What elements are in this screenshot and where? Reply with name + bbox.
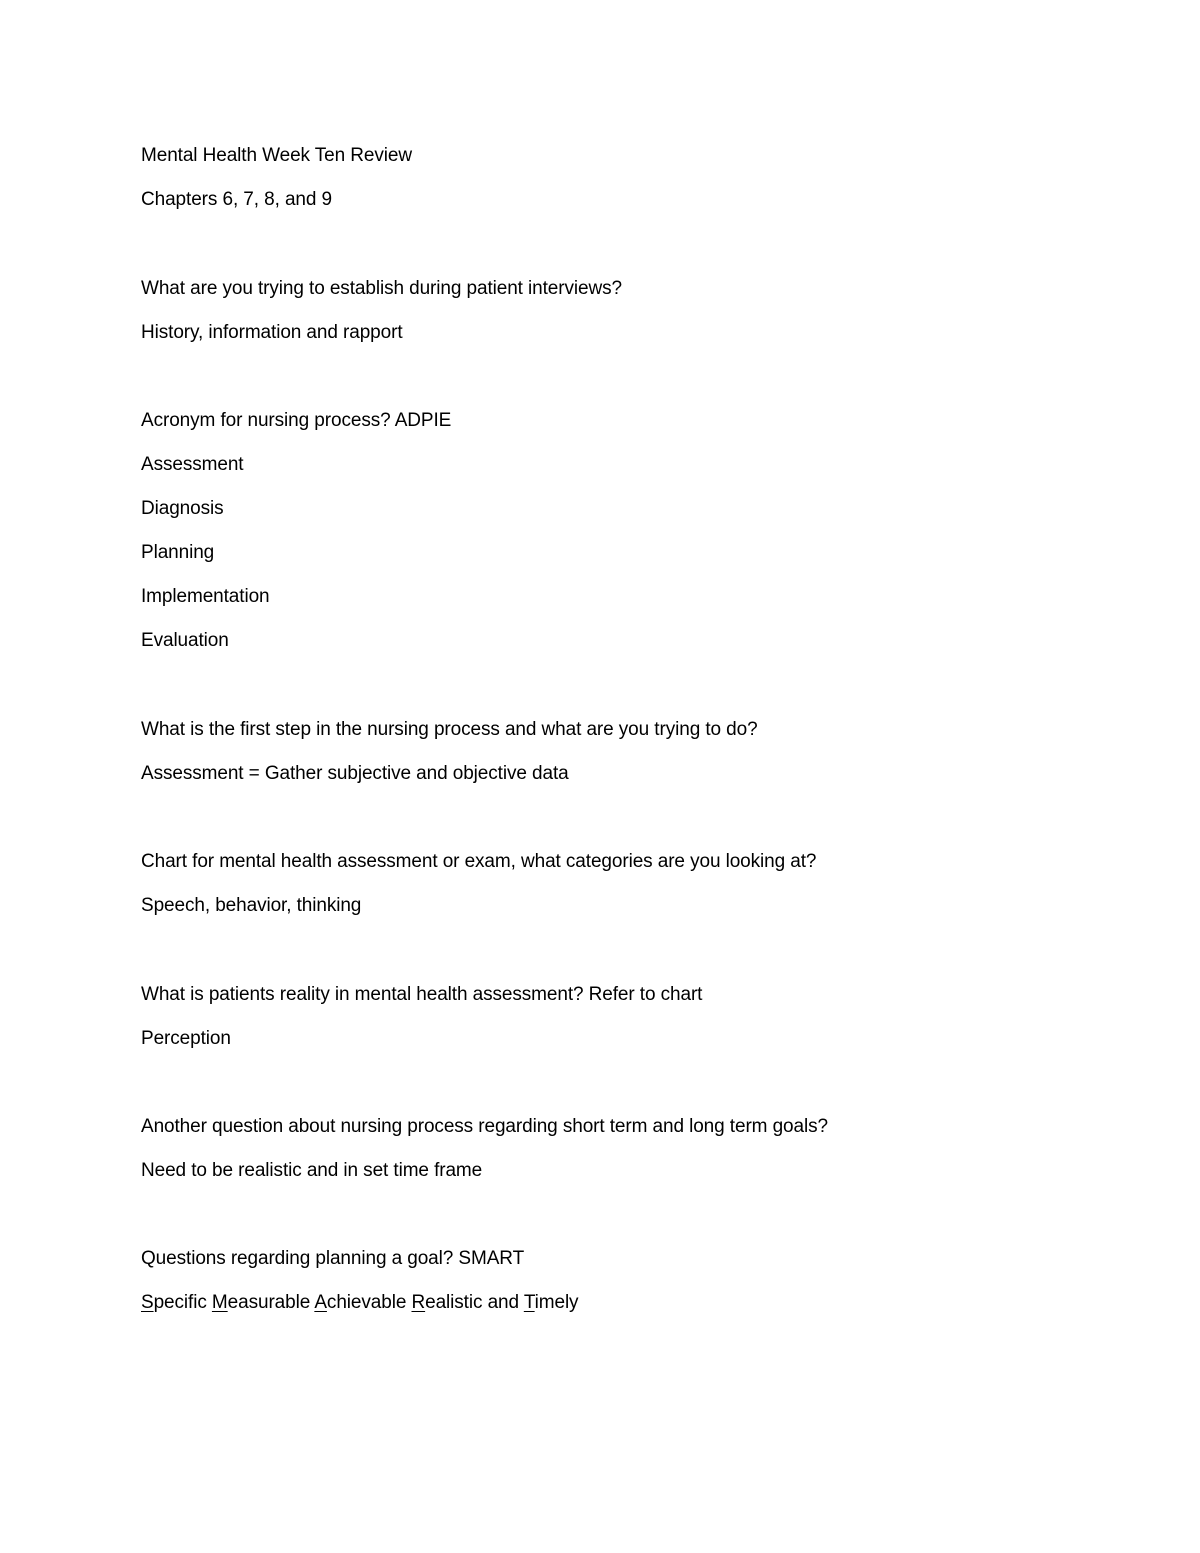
question-text: Chart for mental health assessment or exam, what categories are you looking at? — [141, 851, 817, 872]
list-item: Implementation — [141, 586, 270, 607]
smart-word-rest: easurable — [227, 1292, 315, 1313]
document-subtitle: Chapters 6, 7, 8, and 9 — [141, 189, 332, 210]
smart-initial: A — [314, 1292, 327, 1313]
question-text: What is the first step in the nursing process and what are you trying to do? — [141, 719, 758, 740]
smart-word-rest: chievable — [326, 1292, 412, 1313]
answer-text: Perception — [141, 1028, 231, 1049]
list-item: Assessment — [141, 454, 244, 475]
smart-initial: S — [141, 1292, 154, 1313]
question-text: Acronym for nursing process? ADPIE — [141, 410, 452, 431]
document-title: Mental Health Week Ten Review — [141, 145, 412, 166]
answer-text: Speech, behavior, thinking — [141, 895, 362, 916]
smart-initial: T — [523, 1292, 535, 1313]
smart-initial: M — [211, 1292, 228, 1313]
smart-word-rest: ealistic and — [425, 1292, 524, 1313]
smart-acronym-expansion — [141, 1291, 578, 1315]
question-text: What is patients reality in mental health assessment? Refer to chart — [141, 984, 703, 1005]
answer-text: History, information and rapport — [141, 322, 403, 343]
list-item: Evaluation — [141, 630, 229, 651]
question-text: Questions regarding planning a goal? SMART — [141, 1248, 525, 1269]
list-item: Diagnosis — [141, 498, 224, 519]
question-text: What are you trying to establish during patient interviews? — [141, 278, 622, 299]
answer-text: Assessment = Gather subjective and objective data — [141, 763, 569, 784]
smart-word-rest: imely — [534, 1292, 579, 1313]
question-text: Another question about nursing process regarding short term and long term goals? — [141, 1116, 828, 1137]
smart-word-rest: pecific — [153, 1292, 212, 1313]
answer-text: Need to be realistic and in set time frame — [141, 1160, 483, 1181]
smart-initial: R — [411, 1292, 426, 1313]
list-item: Planning — [141, 542, 215, 563]
